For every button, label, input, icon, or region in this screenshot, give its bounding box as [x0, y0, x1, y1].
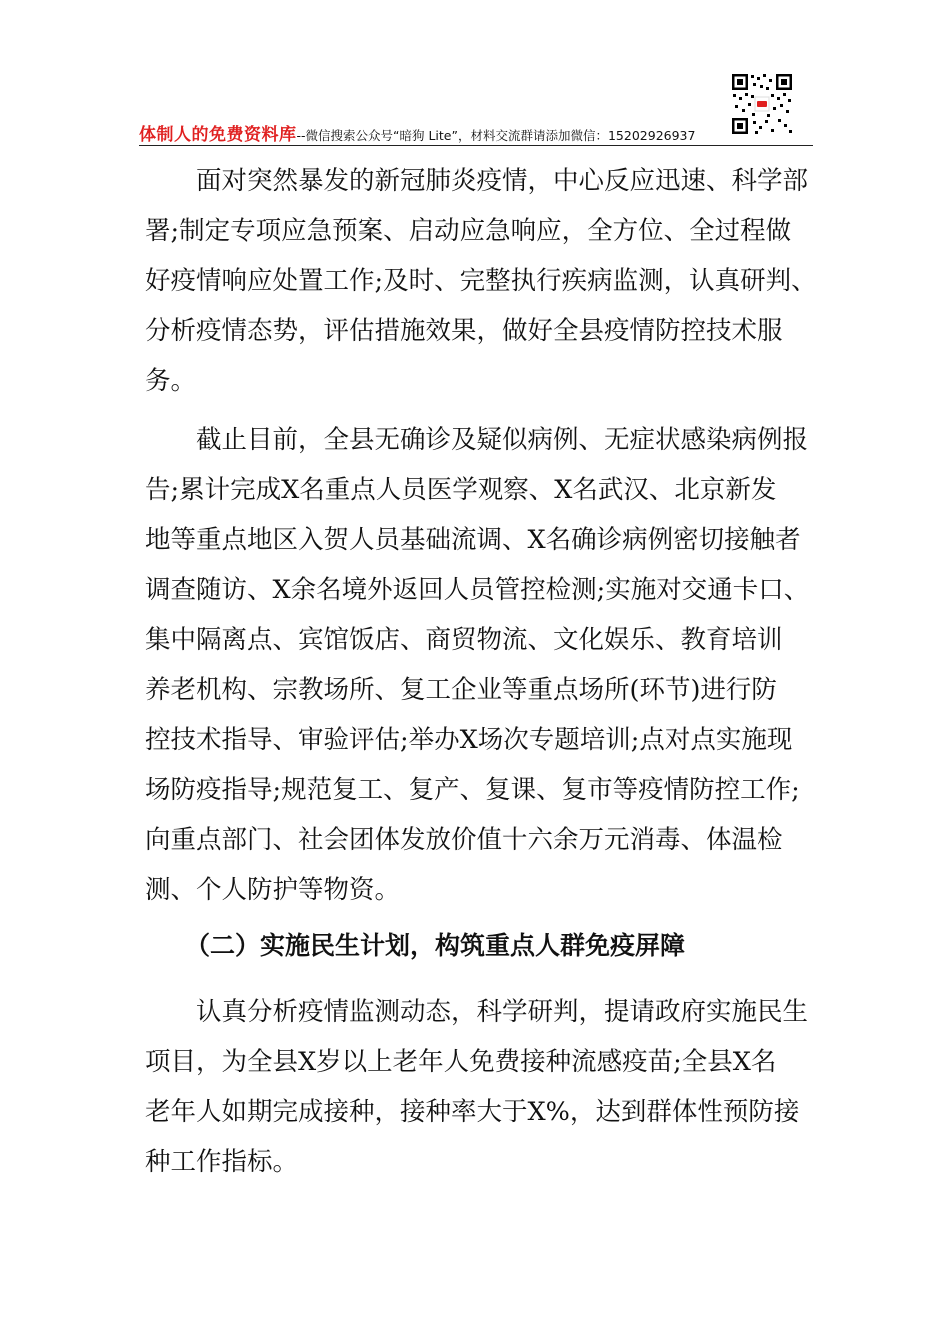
- header-tagline: --微信搜索公众号“暗狗 Lite”，材料交流群请添加微信：15202926937: [296, 128, 696, 143]
- page-header: [139, 120, 819, 144]
- paragraph-line: 认真分析疫情监测动态，科学研判，提请政府实施民生: [145, 997, 809, 1027]
- section-heading: （二）实施民生计划，构筑重点人群免疫屏障: [185, 931, 686, 960]
- header-brand: 体制人的免费资料库: [139, 125, 297, 145]
- paragraph-line: 分析疫情态势，评估措施效果，做好全县疫情防控技术服: [145, 316, 783, 346]
- paragraph-line: 调查随访、X余名境外返回人员管控检测;实施对交通卡口、: [145, 575, 810, 605]
- paragraph-1: [145, 156, 825, 406]
- paragraph-line: 场防疫指导;规范复工、复产、复课、复市等疫情防控工作;: [145, 775, 800, 805]
- header-divider: [139, 145, 813, 146]
- paragraph-line: 地等重点地区入贺人员基础流调、X名确诊病例密切接触者: [145, 525, 801, 555]
- paragraph-line: 种工作指标。: [145, 1147, 299, 1177]
- paragraph-line: 截止目前，全县无确诊及疑似病例、无症状感染病例报: [145, 425, 809, 455]
- paragraph-line: 控技术指导、审验评估;举办X场次专题培训;点对点实施现: [145, 725, 793, 755]
- paragraph-line: 养老机构、宗教场所、复工企业等重点场所(环节)进行防: [145, 675, 777, 705]
- paragraph-line: 测、个人防护等物资。: [145, 875, 401, 905]
- paragraph-line: 集中隔离点、宾馆饭店、商贸物流、文化娱乐、教育培训: [145, 625, 783, 655]
- paragraph-line: 老年人如期完成接种，接种率大于X%，达到群体性预防接: [145, 1097, 800, 1127]
- paragraph-line: 面对突然暴发的新冠肺炎疫情，中心反应迅速、科学部: [145, 166, 809, 196]
- qr-code-icon: [731, 73, 793, 135]
- paragraph-line: 向重点部门、社会团体发放价值十六余万元消毒、体温检: [145, 825, 783, 855]
- paragraph-line: 务。: [145, 366, 197, 396]
- paragraph-line: 告;累计完成X名重点人员医学观察、X名武汉、北京新发: [145, 475, 777, 505]
- paragraph-3: [145, 987, 825, 1187]
- paragraph-line: 项目，为全县X岁以上老年人免费接种流感疫苗;全县X名: [145, 1047, 777, 1077]
- paragraph-2: [145, 415, 825, 915]
- paragraph-line: 署;制定专项应急预案、启动应急响应，全方位、全过程做: [145, 216, 792, 246]
- paragraph-line: 好疫情响应处置工作;及时、完整执行疾病监测，认真研判、: [145, 266, 817, 296]
